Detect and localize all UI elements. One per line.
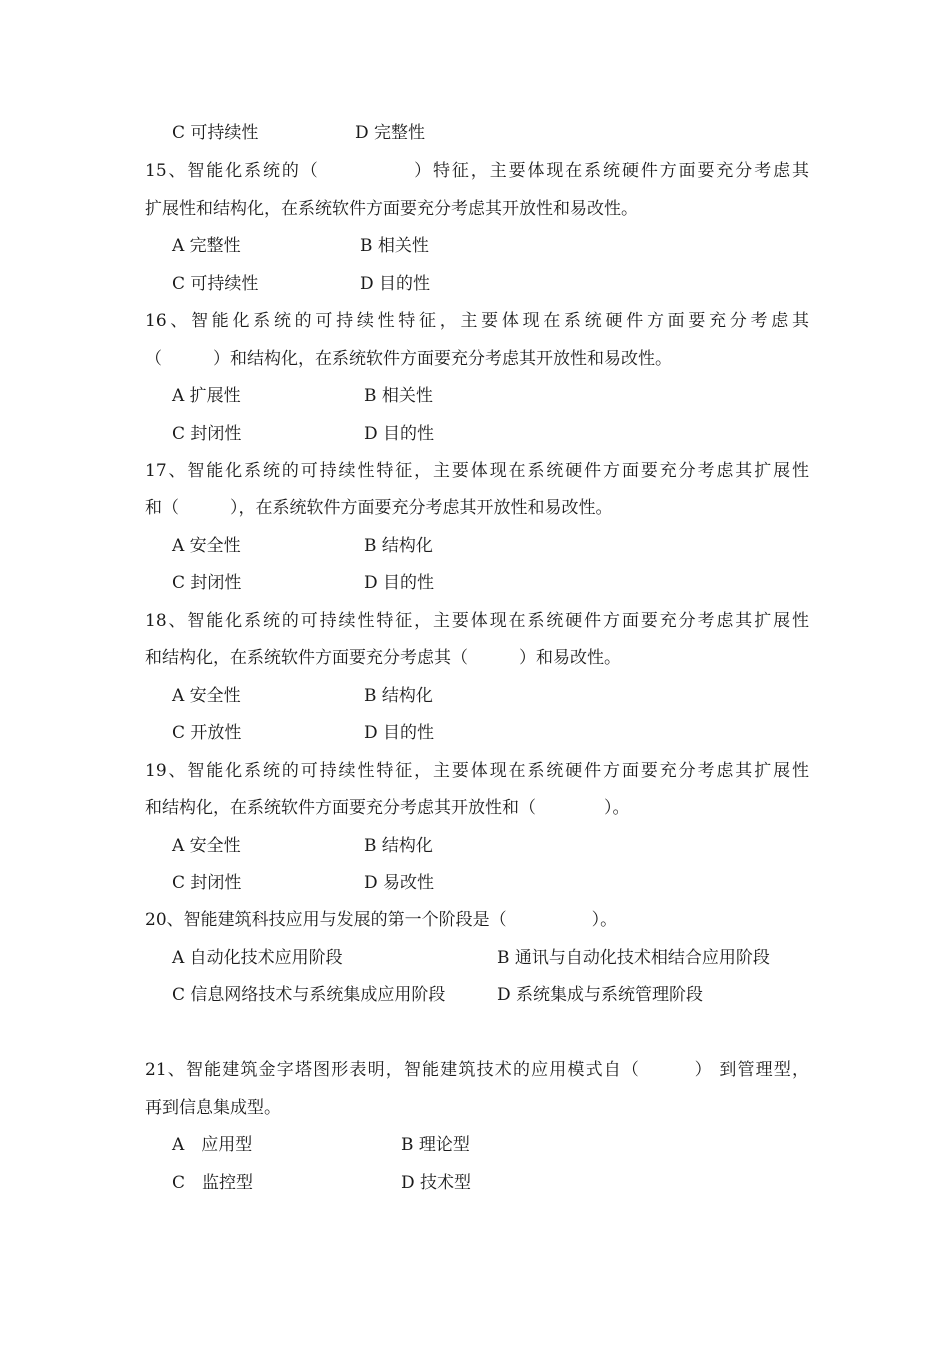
question-18-option-d: D 目的性 <box>364 723 435 743</box>
question-17-option-a: A 安全性 <box>172 536 241 556</box>
question-16-line-1: 16、智能化系统的可持续性特征，主要体现在系统硬件方面要充分考虑其 <box>145 311 809 331</box>
question-15-option-c: C 可持续性 <box>172 274 259 294</box>
option-d: D 完整性 <box>355 123 426 143</box>
question-21-option-d: D 技术型 <box>401 1173 472 1193</box>
question-15-line-1: 15、智能化系统的（ ）特征，主要体现在系统硬件方面要充分考虑其 <box>145 161 809 181</box>
question-17-option-b: B 结构化 <box>364 536 433 556</box>
question-16-option-a: A 扩展性 <box>172 386 241 406</box>
question-17-line-2: 和（ ），在系统软件方面要充分考虑其开放性和易改性。 <box>145 498 613 518</box>
question-18-option-c: C 开放性 <box>172 723 242 743</box>
question-21-option-c: C 监控型 <box>172 1173 254 1193</box>
question-15-option-a: A 完整性 <box>172 236 241 256</box>
question-21-line-2: 再到信息集成型。 <box>145 1098 281 1118</box>
question-21-line-1: 21、智能建筑金字塔图形表明，智能建筑技术的应用模式自（ ） 到管理型， <box>145 1060 809 1080</box>
question-19-option-a: A 安全性 <box>172 836 241 856</box>
question-16-option-c: C 封闭性 <box>172 424 242 444</box>
question-17-option-c: C 封闭性 <box>172 573 242 593</box>
question-16-option-d: D 目的性 <box>364 424 435 444</box>
question-16-line-2: （ ）和结构化，在系统软件方面要充分考虑其开放性和易改性。 <box>145 349 672 369</box>
question-17-option-d: D 目的性 <box>364 573 435 593</box>
question-20-option-c: C 信息网络技术与系统集成应用阶段 <box>172 985 446 1005</box>
question-16-option-b: B 相关性 <box>364 386 433 406</box>
question-15-line-2: 扩展性和结构化，在系统软件方面要充分考虑其开放性和易改性。 <box>145 199 638 219</box>
question-18-line-1: 18、智能化系统的可持续性特征，主要体现在系统硬件方面要充分考虑其扩展性 <box>145 611 809 631</box>
question-20-line-1: 20、智能建筑科技应用与发展的第一个阶段是（ ）。 <box>145 910 618 930</box>
question-21-option-b: B 理论型 <box>401 1135 470 1155</box>
question-17-line-1: 17、智能化系统的可持续性特征，主要体现在系统硬件方面要充分考虑其扩展性 <box>145 461 809 481</box>
option-c: C 可持续性 <box>172 123 259 143</box>
question-15-option-d: D 目的性 <box>360 274 431 294</box>
question-20-option-a: A 自动化技术应用阶段 <box>172 948 343 968</box>
question-19-option-b: B 结构化 <box>364 836 433 856</box>
question-18-line-2: 和结构化，在系统软件方面要充分考虑其（ ）和易改性。 <box>145 648 621 668</box>
question-18-option-a: A 安全性 <box>172 686 241 706</box>
question-19-option-c: C 封闭性 <box>172 873 242 893</box>
question-21-option-a: A 应用型 <box>172 1135 253 1155</box>
question-20-option-d: D 系统集成与系统管理阶段 <box>497 985 704 1005</box>
question-15-option-b: B 相关性 <box>360 236 429 256</box>
question-18-option-b: B 结构化 <box>364 686 433 706</box>
question-19-line-2: 和结构化，在系统软件方面要充分考虑其开放性和（ ）。 <box>145 798 630 818</box>
question-19-line-1: 19、智能化系统的可持续性特征，主要体现在系统硬件方面要充分考虑其扩展性 <box>145 761 809 781</box>
question-19-option-d: D 易改性 <box>364 873 435 893</box>
question-20-option-b: B 通讯与自动化技术相结合应用阶段 <box>497 948 770 968</box>
